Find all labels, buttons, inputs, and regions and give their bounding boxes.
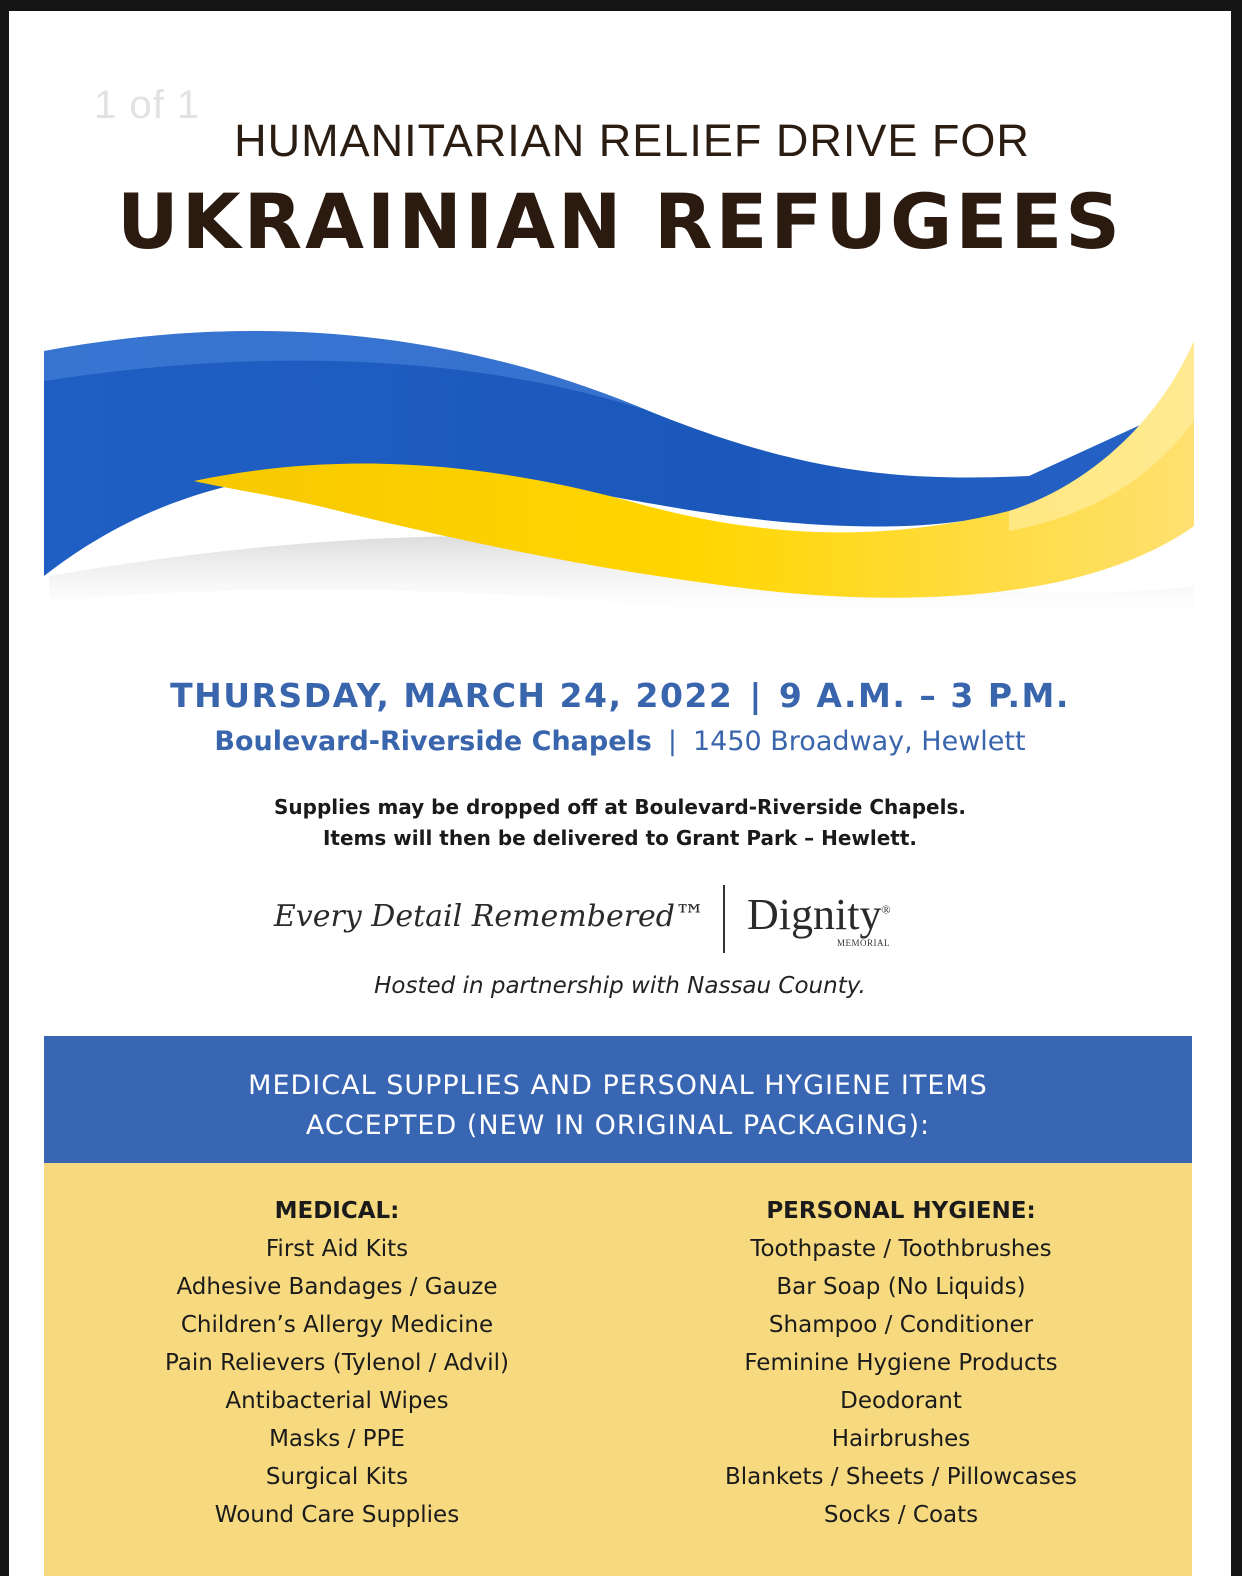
separator: | [667,726,677,757]
dropoff-note [9,792,1231,854]
hygiene-column [621,1192,1181,1534]
medical-title: MEDICAL: [274,1198,400,1224]
dropoff-note-line2: Items will then be delivered to Grant Park – Hewlett. [322,826,917,850]
list-item: Antibacterial Wipes [225,1388,449,1414]
list-item: Masks / PPE [269,1426,405,1452]
list-item: Surgical Kits [265,1464,409,1490]
ukraine-flag-wave [9,301,1231,631]
list-item: Deodorant [840,1388,962,1414]
medical-list [57,1230,617,1534]
event-venue [9,726,1231,757]
list-item: Bar Soap (No Liquids) [776,1274,1026,1300]
dropoff-note-line1: Supplies may be dropped off at Boulevard-Riverside Chapels. [274,795,966,819]
list-item: Shampoo / Conditioner [768,1312,1034,1338]
medical-column [57,1192,617,1534]
partnership-note: Hosted in partnership with Nassau County. [374,973,866,999]
venue-address: 1450 Broadway, Hewlett [692,726,1026,757]
event-date-time [9,676,1231,715]
brand-divider [723,885,725,953]
list-item: First Aid Kits [265,1236,409,1262]
list-item: Hairbrushes [831,1426,971,1452]
flyer-page [9,11,1231,1576]
page-indicator: 1 of 1 [94,83,201,127]
accepted-items-panel [44,1163,1192,1576]
accepted-items-heading: MEDICAL SUPPLIES AND PERSONAL HYGIENE ITEMS ACCEPTED (NEW IN ORIGINAL PACKAGING): [248,1070,988,1141]
dignity-memorial-logo [9,883,1231,955]
list-item: Blankets / Sheets / Pillowcases [725,1464,1077,1490]
list-item: Children’s Allergy Medicine [180,1312,494,1338]
accepted-items-banner [44,1036,1192,1163]
list-item: Adhesive Bandages / Gauze [176,1274,498,1300]
separator: | [749,676,763,715]
brand-tagline: Every Detail Remembered™ [273,899,705,934]
venue-name: Boulevard-Riverside Chapels [214,726,652,757]
list-item: Toothpaste / Toothbrushes [750,1236,1052,1262]
flyer-kicker: HUMANITARIAN RELIEF DRIVE FOR [234,115,1030,166]
hygiene-title: PERSONAL HYGIENE: [766,1198,1036,1224]
list-item: Pain Relievers (Tylenol / Advil) [164,1350,510,1376]
list-item: Wound Care Supplies [214,1502,460,1528]
hygiene-list [621,1230,1181,1534]
event-time: 9 A.M. – 3 P.M. [778,676,1070,715]
list-item: Feminine Hygiene Products [744,1350,1058,1376]
event-date: THURSDAY, MARCH 24, 2022 [170,676,734,715]
brand-sub: MEMORIAL [837,938,890,948]
flyer-headline: UKRAINIAN REFUGEES [116,177,1123,266]
list-item: Socks / Coats [823,1502,979,1528]
brand-name: Dignity® [747,890,891,939]
